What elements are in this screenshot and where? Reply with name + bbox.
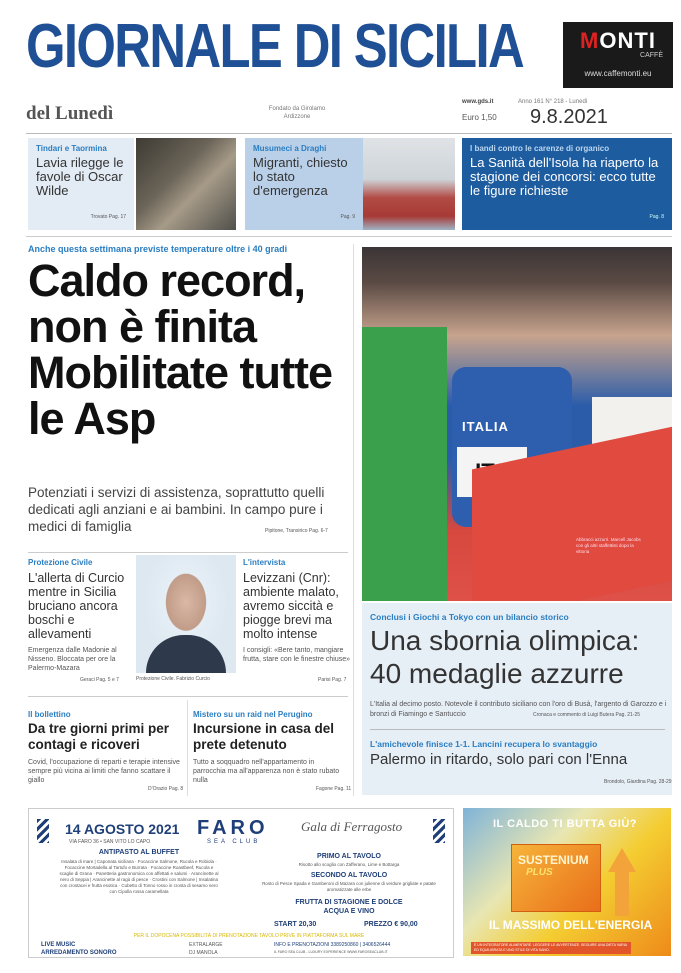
ad-tagline-top: IL CALDO TI BUTTA GIÙ? [493,818,638,830]
teaser-sanita[interactable] [462,138,672,230]
bulletin-byline: D'Orazio Pag. 8 [148,786,184,792]
divider [28,552,348,553]
bulletin-headline[interactable]: Da tre giorni primi per contagi e ricoveri [28,721,170,752]
lead-summary: Potenziati i servizi di assistenza, soprattutto quelli dedicati agli anziani e ai bambini. In campo pure i medici di famiglia [28,485,325,534]
teaser-page: Pag. 8 [649,214,664,220]
lead-kicker: Anche questa settimana previste temperature oltre i 40 gradi [28,244,288,254]
secondo-title: SECONDO AL TAVOLO [310,872,388,879]
dj-2: DJ MANOLA [189,950,218,956]
ad-tagline-bottom: IL MASSIMO DELL'ENERGIA [489,918,653,932]
sponsor-url: www.caffemonti.eu [584,69,652,78]
dessert-title: FRUTTA DI STAGIONE E DOLCE [295,899,403,906]
divider [26,133,672,134]
column-divider [353,244,354,796]
bulletin-kicker: Il bollettino [28,710,71,719]
teaser-kicker: Musumeci a Draghi [253,144,327,153]
teaser-headline: La Sanità dell'Isola ha riaperto la stagione dei concorsi: ecco tutte le figure richieste [470,155,659,198]
ad-info-small: IL FARO SEA CLUB - LUXURY EXPERIENCE WWW.FAROSEACLUB.IT [274,950,388,954]
lead-byline: Pipitone, Transirico Pag. 6-7 [265,528,328,534]
issue-date: 9.8.2021 [530,106,608,128]
music-2: ARREDAMENTO SONORO [41,950,117,956]
civil-protection-kicker: Protezione Civile [28,558,93,567]
lighthouse-icon [37,819,49,843]
primo-text: Risotto allo scoglio con Zafferano, Lime e Bottarga [298,862,400,867]
product-name: SUSTENIUM [518,853,589,867]
raid-body: Tutto a soqquadro nell'appartamento in parrocchia ma all'apparenza non è stato rubato nulla [193,759,340,784]
vest-text: ITALIA [462,419,509,434]
ad-fine-print: È UN INTEGRATORE ALIMENTARE. LEGGERE LE AVVERTENZE. SEGUIRE UNA DIETA VARIA ED EQUILIBRATA E UNO STILE DI VITA SANO. [471,942,631,954]
antipasto-text: Insalata di mare | Caponata siciliana · Focaccine Salmone, Rucola e Robiola · Focaccine Mortadella al Tartufo e Burrata · Focaccine Roastbeef, Rucola e scaglie di Grana · Panetteria gastronomica con affettati e salumi · Arancinette al nero di Seppia | Arancinette al ragù di pesce · Crostini con Salmone | Insalatina con crostacei e frutta esotica · Cubetto di Tonno rosso in crosta di sesamo nero con Cipolla rossa caramellata [59,859,219,894]
sponsor-brand-rest: ONTI [599,28,656,53]
arrow-stem [615,870,629,916]
antipasto-title: ANTIPASTO AL BUFFET [98,849,180,856]
interview-byline: Parisi Pag. 7 [318,677,347,683]
ad-sustenium[interactable] [463,808,671,956]
arrow-up-icon [608,848,636,872]
drinks: ACQUA E VINO [323,908,375,915]
teaser-kicker: Tindari e Taormina [36,144,107,153]
edition-subtitle: del Lunedì [26,103,114,124]
teaser-headline: Migranti, chiesto lo stato d'emergenza [253,155,348,198]
teaser-page: Trovato Pag. 17 [90,214,126,220]
sponsor-brand [563,28,673,54]
lead-headline[interactable]: Caldo record, non è finita Mobilitate tutte le Asp [28,255,332,444]
product-sub: PLUS [526,867,553,878]
sponsor-logo-monti[interactable] [563,22,673,88]
civil-protection-headline[interactable]: L'allerta di Curcio mentre in Sicilia bruciano ancora boschi e allevamenti [28,571,125,641]
olympics-byline: Cronaca e commento di Luigi Butera Pag. 21-25 [533,712,641,718]
ad-notice: PER IL DOPOCENA POSSIBILITÀ DI PRENOTAZIONE TAVOLO PRIVE IN PIATTAFORMA SUL MARE [133,933,365,939]
dj-1: EXTRALARGE [189,942,223,948]
bulletin-body: Covid, l'occupazione di reparti e terapie intensive sempre più vicina ai limiti che fanno scattare il giallo [28,759,180,784]
website-link[interactable]: www.gds.it [462,99,494,105]
interview-headline[interactable]: Levizzani (Cnr): ambiente malato, avremo siccità e piogge brevi ma molto intense [243,571,339,641]
photo-ship [363,138,455,230]
olympics-kicker: Conclusi i Giochi a Tokyo con un bilancio storico [370,612,569,622]
price: Euro 1,50 [462,113,497,122]
newspaper-title: GIORNALE DI SICILIA [26,12,524,81]
photo-olympic-relay [362,247,672,601]
ad-info: INFO E PRENOTAZIONI 3389250860 | 3406526444 [274,942,391,948]
photo-caption: Protezione Civile. Fabrizio Curcio [136,676,210,682]
teaser-lavia[interactable] [28,138,134,230]
teaser-headline: Lavia rilegge le favole di Oscar Wilde [36,155,124,198]
ticket-price: PREZZO € 90,00 [364,921,418,928]
raid-headline[interactable]: Incursione in casa del prete detenuto [193,721,335,752]
olympics-headline[interactable]: Una sbornia olimpica: 40 medaglie azzurre [370,625,640,689]
ad-club: SEA CLUB [207,839,261,845]
raid-kicker: Mistero su un raid nel Perugino [193,710,313,719]
divider [370,729,665,730]
palermo-byline: Brondolo, Giardina Pag. 28-29 [604,779,672,785]
interview-body: I consigli: «Bere tanto, mangiare frutta, stare con le finestre chiuse» [243,647,350,663]
start-time: START 20,30 [274,921,317,928]
palermo-headline[interactable]: Palermo in ritardo, solo pari con l'Enna [370,751,628,768]
teaser-page: Pag. 9 [340,214,355,220]
ad-date: 14 AGOSTO 2021 [65,821,180,837]
interview-kicker: L'intervista [243,558,286,567]
secondo-text: Rosto di Pesce Spada e Gamberoni di Mazara con julienne di verdure grigliate e patate aromatizzate alle erbe [262,881,436,892]
issue-number: Anno 161 N° 218 - Lunedì [518,99,588,105]
product-box [511,844,601,912]
raid-byline: Fagone Pag. 11 [316,786,352,792]
civil-protection-body: Emergenza dalle Madonie al Nisseno. Bloccata per ore la Palermo-Mazara [28,647,117,672]
photo-lavia [136,138,236,230]
photo-curcio [136,555,236,673]
palermo-kicker: L'amichevole finisce 1-1. Lancini recupera lo svantaggio [370,739,598,749]
photo-shoulders [146,635,226,673]
sponsor-sub: CAFFÈ [640,52,663,59]
teaser-migranti[interactable] [245,138,363,230]
civil-protection-byline: Geraci Pag. 5 e 7 [80,677,119,683]
ad-logo: FARO [197,817,269,839]
teaser-kicker: I bandi contro le carenze di organico [470,144,610,153]
divider [26,236,672,237]
ad-faro-sea-club[interactable] [28,808,454,958]
founded-note: Fondato da Girolamo Ardizzone [268,106,326,120]
ad-address: VIA FARO 36 • SAN VITO LO CAPO [69,839,151,845]
flag-green [362,327,447,601]
divider [28,696,348,697]
sponsor-brand-red: M [580,28,600,53]
olympics-body: L'Italia al decimo posto. Notevole il contributo siciliano con l'oro di Busà, l'argento di Garozzo e i bronzi di Fiamingo e Santuccio [370,701,667,718]
music-1: LIVE MUSIC [41,942,76,948]
lighthouse-icon [433,819,445,843]
primo-title: PRIMO AL TAVOLO [317,853,381,860]
ad-script: Gala di Ferragosto [301,819,403,834]
photo-caption: Abbracci azzurri. Marcell Jacobs con gli altri staffettisti dopo la vittoria [576,537,641,554]
